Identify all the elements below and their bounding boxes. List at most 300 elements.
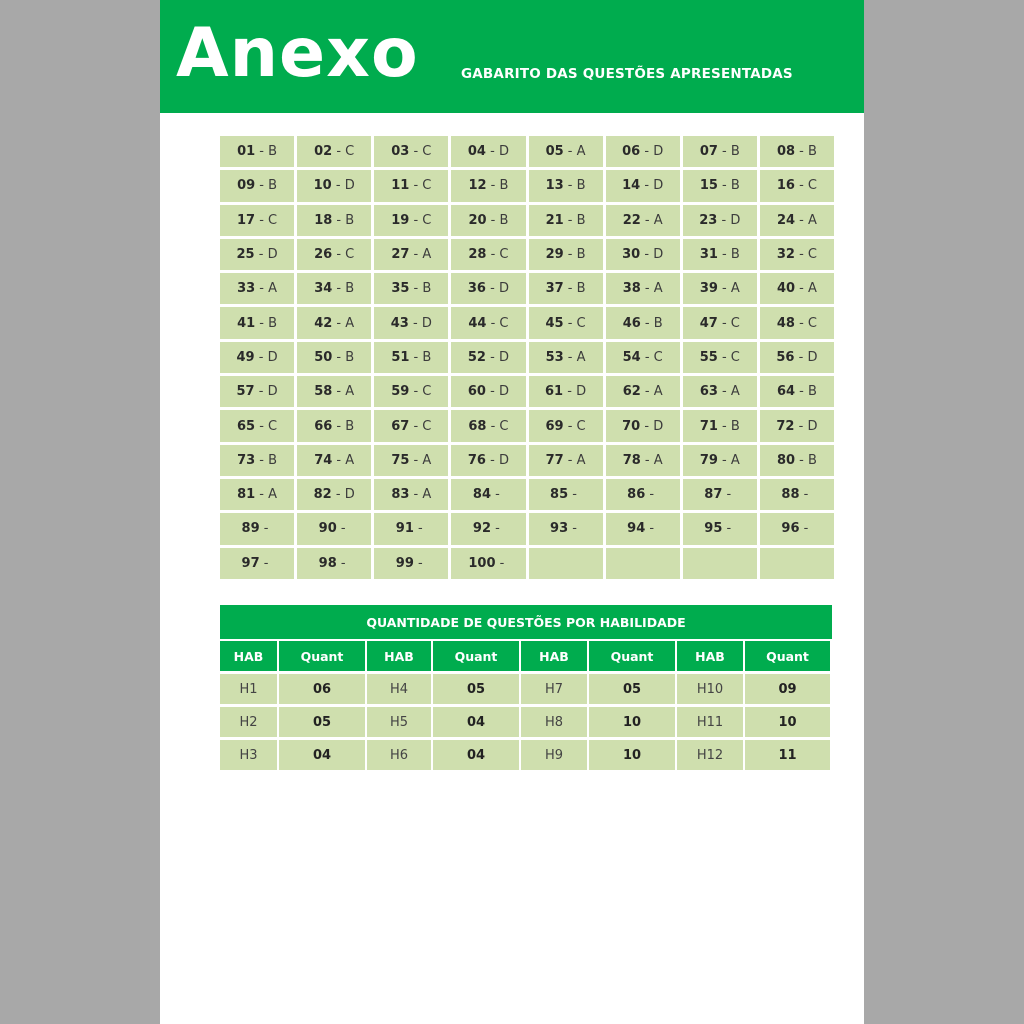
column-header-quant: Quant (433, 641, 519, 671)
answer-letter: B (576, 178, 586, 194)
separator: - (563, 144, 577, 160)
answer-cell (220, 136, 294, 167)
answer-letter: A (345, 452, 355, 468)
skill-quantity: 04 (279, 740, 365, 770)
question-number: 80 (776, 452, 796, 468)
answer-letter: C (807, 178, 817, 194)
question-number: 27 (391, 247, 410, 263)
question-number: 74 (314, 452, 333, 468)
answer-letter: D (344, 178, 355, 194)
answer-letter: B (499, 178, 509, 194)
answer-cell (529, 205, 603, 236)
separator: - (799, 521, 813, 537)
answer-cell (220, 273, 294, 304)
separator: - (332, 349, 346, 365)
answer-cell (297, 342, 371, 373)
answer-letter: D (498, 281, 509, 297)
question-number: 28 (468, 247, 487, 263)
separator: - (717, 178, 731, 194)
answer-letter: B (345, 281, 355, 297)
column-header-hab: HAB (521, 641, 587, 671)
separator: - (645, 521, 659, 537)
separator: - (563, 452, 577, 468)
question-number: 43 (390, 315, 409, 331)
separator: - (640, 452, 654, 468)
separator: - (563, 384, 577, 400)
separator: - (259, 555, 273, 571)
separator: - (409, 178, 423, 194)
answer-letter: B (268, 315, 278, 331)
answer-letter: A (653, 212, 663, 228)
question-number: 84 (472, 487, 491, 503)
separator: - (640, 212, 654, 228)
answer-letter: C (422, 384, 432, 400)
question-number: 92 (472, 521, 491, 537)
answer-letter: C (499, 418, 509, 434)
answer-cell (683, 342, 757, 373)
answer-letter: A (345, 315, 355, 331)
answer-cell (606, 513, 680, 544)
skill-code: H10 (677, 674, 743, 704)
answer-cell (529, 445, 603, 476)
question-number: 33 (237, 281, 256, 297)
separator: - (332, 418, 346, 434)
separator: - (409, 349, 423, 365)
question-number: 24 (776, 212, 796, 228)
page-title: Anexo (176, 14, 419, 93)
separator: - (331, 178, 345, 194)
question-number: 04 (467, 144, 486, 160)
separator: - (563, 315, 577, 331)
answer-cell (297, 548, 371, 579)
skills-table (220, 605, 832, 770)
question-number: 79 (699, 452, 718, 468)
answer-cell (606, 170, 680, 201)
question-number: 39 (699, 281, 718, 297)
answer-letter: B (808, 144, 817, 160)
separator: - (645, 487, 659, 503)
question-number: 53 (545, 349, 564, 365)
answer-cell (529, 479, 603, 510)
question-number: 47 (699, 315, 718, 331)
answer-cell (374, 239, 448, 270)
answer-letter: A (345, 384, 355, 400)
separator: - (255, 418, 269, 434)
question-number: 61 (545, 384, 564, 400)
answer-cell (606, 479, 680, 510)
separator: - (409, 452, 423, 468)
answer-cell (451, 410, 525, 441)
answer-letter: A (730, 452, 740, 468)
answer-letter: C (499, 315, 509, 331)
question-number: 30 (622, 247, 641, 263)
answer-letter: B (576, 281, 586, 297)
answer-cell (297, 136, 371, 167)
answer-cell (683, 307, 757, 338)
question-number: 98 (318, 555, 337, 571)
answer-cell (451, 548, 525, 579)
answer-letter: D (267, 247, 278, 263)
separator: - (254, 384, 268, 400)
answer-letter: C (422, 418, 432, 434)
answer-cell (760, 170, 834, 201)
answer-letter: D (498, 384, 509, 400)
separator: - (485, 349, 499, 365)
separator: - (717, 349, 731, 365)
skills-table-title: QUANTIDADE DE QUESTÕES POR HABILIDADE (220, 605, 832, 639)
separator: - (409, 212, 423, 228)
answer-cell (683, 376, 757, 407)
question-number: 52 (467, 349, 486, 365)
question-number: 91 (395, 521, 414, 537)
answer-letter: A (808, 212, 817, 228)
answer-letter: C (730, 349, 740, 365)
question-number: 32 (776, 247, 795, 263)
skill-code: H1 (220, 674, 277, 704)
skill-quantity: 05 (589, 674, 675, 704)
answer-letter: C (268, 418, 278, 434)
separator: - (640, 315, 654, 331)
answer-letter: C (422, 178, 432, 194)
skill-quantity: 06 (279, 674, 365, 704)
separator: - (409, 487, 423, 503)
question-number: 67 (391, 418, 410, 434)
answer-letter: D (267, 384, 278, 400)
answer-letter: A (422, 247, 432, 263)
answer-cell (220, 376, 294, 407)
separator: - (254, 349, 268, 365)
question-number: 88 (781, 487, 800, 503)
separator: - (331, 487, 345, 503)
question-number: 20 (468, 212, 487, 228)
question-number: 50 (314, 349, 333, 365)
answer-cell (451, 307, 525, 338)
answer-letter: B (268, 452, 278, 468)
answer-cell (529, 239, 603, 270)
separator: - (259, 521, 273, 537)
separator: - (255, 281, 269, 297)
answer-cell (606, 205, 680, 236)
answer-cell (760, 479, 834, 510)
question-number: 55 (699, 349, 718, 365)
separator: - (795, 452, 808, 468)
question-number: 68 (468, 418, 487, 434)
answer-letter: B (422, 281, 432, 297)
question-number: 66 (314, 418, 333, 434)
answer-cell (220, 342, 294, 373)
answer-cell (529, 273, 603, 304)
answer-letter: C (730, 315, 740, 331)
separator: - (640, 178, 654, 194)
answer-cell (220, 307, 294, 338)
answer-cell (529, 342, 603, 373)
separator: - (409, 418, 423, 434)
separator: - (794, 349, 808, 365)
answer-letter: C (807, 315, 817, 331)
answer-cell (374, 205, 448, 236)
answer-letter: D (498, 144, 509, 160)
separator: - (640, 247, 654, 263)
answer-cell (297, 445, 371, 476)
separator: - (717, 315, 731, 331)
question-number: 37 (545, 281, 564, 297)
answer-cell (451, 445, 525, 476)
answer-letter: D (730, 212, 741, 228)
separator: - (640, 418, 654, 434)
answer-letter: A (422, 452, 432, 468)
skill-quantity: 10 (589, 740, 675, 770)
answer-cell (297, 205, 371, 236)
question-number: 75 (391, 452, 410, 468)
question-number: 56 (776, 349, 795, 365)
separator: - (255, 212, 269, 228)
separator: - (640, 281, 654, 297)
answer-letter: A (730, 384, 740, 400)
column-header-quant: Quant (589, 641, 675, 671)
answer-letter: A (653, 384, 663, 400)
question-number: 82 (313, 487, 332, 503)
question-number: 19 (391, 212, 410, 228)
answer-cell (760, 239, 834, 270)
column-header-hab: HAB (677, 641, 743, 671)
answer-cell (374, 273, 448, 304)
question-number: 60 (467, 384, 486, 400)
separator: - (717, 384, 731, 400)
question-number: 42 (314, 315, 333, 331)
answer-cell (451, 513, 525, 544)
question-number: 18 (314, 212, 333, 228)
header-banner (160, 0, 864, 113)
answer-cell (451, 239, 525, 270)
separator: - (717, 452, 731, 468)
answer-cell (606, 307, 680, 338)
separator: - (491, 521, 504, 537)
separator: - (409, 247, 423, 263)
question-number: 100 (468, 555, 496, 571)
question-number: 17 (236, 212, 256, 228)
separator: - (568, 487, 582, 503)
answer-letter: C (345, 144, 355, 160)
question-number: 14 (622, 178, 641, 194)
answer-cell (529, 136, 603, 167)
answer-letter: B (268, 144, 278, 160)
question-number: 36 (467, 281, 486, 297)
answer-cell (374, 307, 448, 338)
separator: - (717, 144, 731, 160)
question-number: 07 (699, 144, 718, 160)
question-number: 99 (395, 555, 414, 571)
question-number: 08 (776, 144, 796, 160)
separator: - (409, 144, 423, 160)
answer-cell (451, 136, 525, 167)
question-number: 49 (236, 349, 255, 365)
answer-letter: A (268, 487, 278, 503)
question-number: 64 (776, 384, 796, 400)
skill-quantity: 11 (745, 740, 830, 770)
separator: - (640, 349, 654, 365)
separator: - (408, 315, 422, 331)
question-number: 29 (545, 247, 564, 263)
skill-code: H11 (677, 707, 743, 737)
separator: - (485, 452, 499, 468)
answer-cell (220, 548, 294, 579)
answer-letter: B (653, 315, 663, 331)
answer-cell (297, 479, 371, 510)
separator: - (722, 487, 736, 503)
answer-letter: B (730, 144, 740, 160)
answer-cell (529, 170, 603, 201)
separator: - (717, 247, 731, 263)
answer-cell (760, 410, 834, 441)
answer-letter: D (653, 178, 664, 194)
question-number: 90 (318, 521, 337, 537)
question-number: 41 (237, 315, 256, 331)
separator: - (485, 144, 499, 160)
question-number: 03 (391, 144, 410, 160)
answer-letter: A (808, 281, 817, 297)
question-number: 31 (699, 247, 718, 263)
answer-letter: D (344, 487, 355, 503)
question-number: 01 (237, 144, 256, 160)
answer-letter: B (499, 212, 509, 228)
answer-letter: C (576, 418, 586, 434)
answer-letter: A (730, 281, 740, 297)
answer-cell (606, 410, 680, 441)
separator: - (717, 418, 731, 434)
question-number: 65 (236, 418, 256, 434)
skill-quantity: 05 (433, 674, 519, 704)
column-header-quant: Quant (745, 641, 830, 671)
question-number: 06 (622, 144, 641, 160)
answer-cell (220, 410, 294, 441)
answer-cell (683, 273, 757, 304)
question-number: 40 (776, 281, 796, 297)
answer-letter: B (730, 247, 740, 263)
answer-cell (451, 376, 525, 407)
separator: - (563, 281, 577, 297)
column-header-hab: HAB (367, 641, 431, 671)
question-number: 44 (468, 315, 487, 331)
answer-letter: A (576, 452, 586, 468)
answer-cell (451, 342, 525, 373)
separator: - (332, 281, 346, 297)
answer-cell (606, 273, 680, 304)
separator: - (336, 521, 350, 537)
skill-quantity: 10 (589, 707, 675, 737)
separator: - (486, 212, 500, 228)
separator: - (495, 555, 509, 571)
answer-cell (529, 410, 603, 441)
answer-cell (683, 410, 757, 441)
separator: - (717, 281, 731, 297)
question-number: 96 (781, 521, 800, 537)
separator: - (485, 281, 499, 297)
question-number: 54 (622, 349, 641, 365)
question-number: 35 (391, 281, 410, 297)
question-number: 69 (545, 418, 564, 434)
column-header-quant: Quant (279, 641, 365, 671)
answer-cell (374, 376, 448, 407)
answer-cell (760, 273, 834, 304)
separator: - (563, 178, 577, 194)
skill-quantity: 04 (433, 707, 519, 737)
answer-cell (220, 205, 294, 236)
separator: - (255, 178, 269, 194)
answer-cell (220, 513, 294, 544)
skill-code: H4 (367, 674, 431, 704)
answer-cell (683, 513, 757, 544)
answer-letter: A (653, 452, 663, 468)
question-number: 45 (545, 315, 564, 331)
separator: - (486, 247, 500, 263)
answer-cell (760, 205, 834, 236)
column-header-hab: HAB (220, 641, 277, 671)
skill-code: H6 (367, 740, 431, 770)
answer-letter: A (576, 144, 586, 160)
answer-cell (374, 410, 448, 441)
empty-cell (529, 548, 603, 579)
separator: - (794, 178, 808, 194)
separator: - (486, 418, 500, 434)
separator: - (486, 315, 500, 331)
question-number: 93 (550, 521, 569, 537)
separator: - (332, 384, 346, 400)
answer-cell (760, 376, 834, 407)
page-subtitle: GABARITO DAS QUESTÕES APRESENTADAS (461, 66, 793, 82)
answer-letter: A (576, 349, 586, 365)
question-number: 21 (545, 212, 564, 228)
separator: - (795, 144, 808, 160)
empty-cell (683, 548, 757, 579)
question-number: 86 (627, 487, 646, 503)
answer-letter: D (498, 452, 509, 468)
question-number: 58 (314, 384, 333, 400)
question-number: 22 (622, 212, 641, 228)
empty-cell (606, 548, 680, 579)
question-number: 09 (237, 178, 256, 194)
answer-cell (374, 548, 448, 579)
separator: - (795, 212, 809, 228)
answer-cell (297, 410, 371, 441)
question-number: 72 (776, 418, 795, 434)
answer-letter: D (267, 349, 278, 365)
question-number: 71 (699, 418, 718, 434)
question-number: 59 (391, 384, 410, 400)
answer-cell (760, 513, 834, 544)
separator: - (640, 384, 654, 400)
question-number: 15 (699, 178, 718, 194)
answer-cell (297, 170, 371, 201)
question-number: 02 (314, 144, 333, 160)
skill-code: H12 (677, 740, 743, 770)
answer-letter: D (653, 144, 664, 160)
answer-cell (683, 479, 757, 510)
answer-cell (451, 273, 525, 304)
question-number: 62 (622, 384, 641, 400)
skill-code: H5 (367, 707, 431, 737)
answer-cell (683, 205, 757, 236)
separator: - (795, 281, 809, 297)
separator: - (332, 247, 346, 263)
answer-cell (374, 479, 448, 510)
answer-letter: C (345, 247, 355, 263)
answer-cell (683, 136, 757, 167)
answer-letter: C (499, 247, 509, 263)
answer-letter: B (422, 349, 432, 365)
question-number: 89 (241, 521, 260, 537)
question-number: 76 (467, 452, 486, 468)
answer-letter: B (808, 452, 817, 468)
